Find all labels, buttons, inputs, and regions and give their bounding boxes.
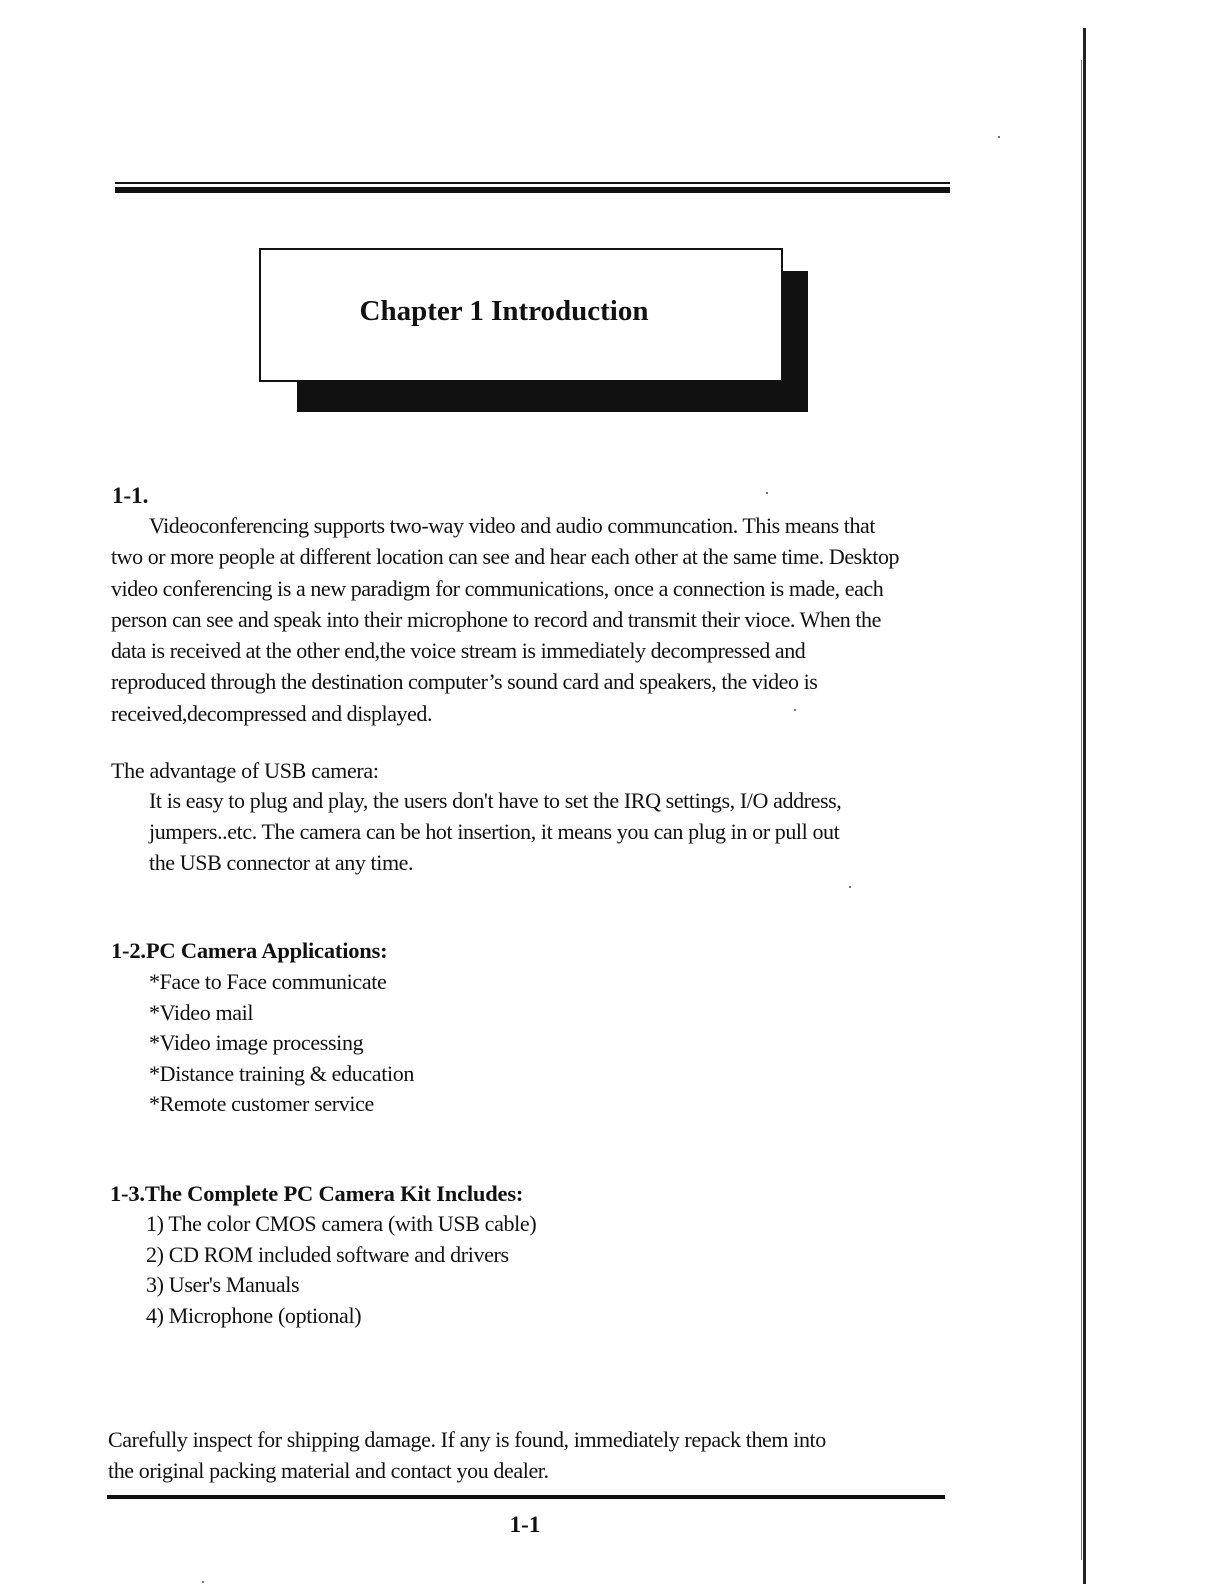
section-number: 1-1. [112, 483, 149, 508]
list-item: *Video image processing [149, 1030, 364, 1055]
chapter-title: Chapter 1 Introduction [359, 295, 649, 327]
paragraph-line: video conferencing is a new paradigm for communications, once a connection is made, each [111, 575, 884, 601]
paragraph-line: person can see and speak into their microphone to record and transmit their vioce. When the [111, 606, 881, 632]
advantage-body [149, 785, 949, 878]
list-item: 3) User's Manuals [146, 1272, 300, 1297]
list-item: *Distance training & education [149, 1060, 415, 1086]
paragraph-line: received,decompressed and displayed. [111, 700, 432, 726]
scan-edge-line [1083, 28, 1086, 1584]
advantage-title: The advantage of USB camera: [111, 758, 379, 783]
list-item: *Face to Face communicate [149, 969, 387, 994]
scan-speck [202, 1581, 204, 1583]
applications-list [149, 967, 414, 1120]
advantage-line: It is easy to plug and play, the users don't have to set the IRQ settings, I/O address, [149, 788, 842, 813]
paragraph-line: data is received at the other end,the voice stream is immediately decompressed and [111, 638, 806, 664]
paragraph-line: two or more people at different location can see and hear each other at the same time. Desktop [111, 544, 900, 570]
list-item: 4) Microphone (optional) [146, 1302, 362, 1328]
page-number: 1-1 [509, 1512, 541, 1537]
top-rule [115, 182, 950, 184]
list-item: *Remote customer service [149, 1091, 374, 1116]
advantage-line: the USB connector at any time. [149, 850, 414, 875]
list-item: 1) The color CMOS camera (with USB cable) [146, 1211, 537, 1236]
closing-note [108, 1424, 938, 1486]
top-rule-thick [115, 187, 950, 193]
scan-speck [766, 492, 768, 494]
list-item: *Video mail [149, 999, 254, 1025]
scan-edge-line-faint [1081, 60, 1082, 1560]
scan-speck [849, 886, 851, 888]
scan-speck [998, 136, 1000, 138]
closing-line: Carefully inspect for shipping damage. If any is found, immediately repack them into [108, 1427, 826, 1452]
scan-speck [794, 709, 796, 711]
kit-list [146, 1209, 536, 1331]
paragraph-line: Videoconferencing supports two-way video and audio communcation. This means that [149, 513, 875, 538]
bottom-rule [107, 1495, 945, 1499]
intro-paragraph [111, 510, 951, 729]
kit-heading: 1-3.The Complete PC Camera Kit Includes: [110, 1181, 524, 1206]
advantage-line: jumpers..etc. The camera can be hot insertion, it means you can plug in or pull out [149, 819, 840, 844]
list-item: 2) CD ROM included software and drivers [146, 1241, 509, 1267]
closing-line: the original packing material and contact you dealer. [108, 1458, 549, 1483]
paragraph-line: reproduced through the destination computer’s sound card and speakers, the video is [111, 669, 818, 695]
applications-heading: 1-2.PC Camera Applications: [111, 938, 388, 963]
